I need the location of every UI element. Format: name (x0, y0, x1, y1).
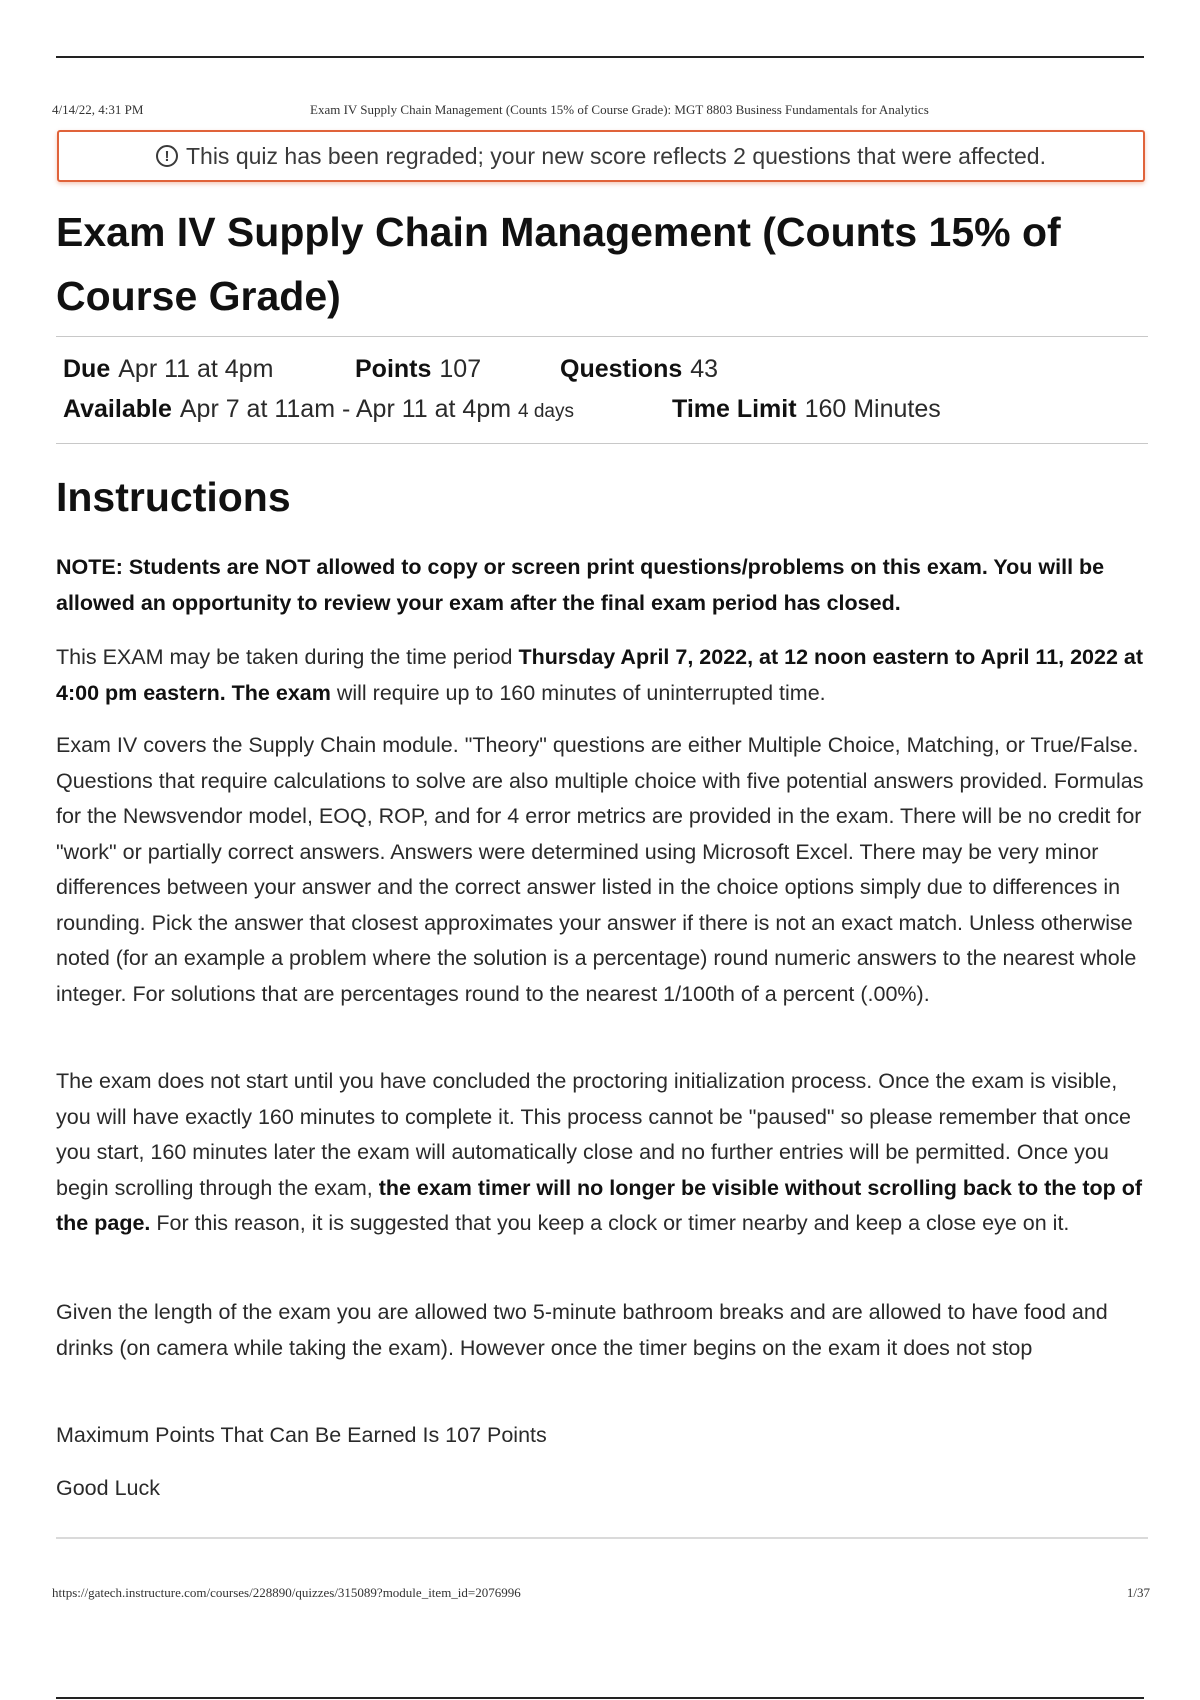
divider (56, 1537, 1148, 1539)
p3-text-c: For this reason, it is suggested that you keep a clock or timer nearby and keep a close eye on it. (150, 1211, 1070, 1235)
questions-label: Questions (560, 355, 683, 383)
print-url: https://gatech.instructure.com/courses/228890/quizzes/315089?module_item_id=2076996 (52, 1585, 521, 1600)
print-page-number: 1/37 (1126, 1585, 1150, 1600)
quiz-meta-time-limit (672, 395, 941, 424)
regrade-banner-text: This quiz has been regraded; your new score reflects 2 questions that were affected. (185, 142, 1046, 169)
print-page-title: Exam IV Supply Chain Management (Counts 15% of Course Grade): MGT 8803 Business Fundamentals for Analytics (310, 102, 929, 117)
instructions-max-points (56, 1418, 1151, 1454)
divider (56, 336, 1148, 337)
print-date: 4/14/22, 4:31 PM (52, 102, 144, 117)
instructions-heading: Instructions (56, 474, 291, 520)
instructions-coverage (56, 728, 1151, 1012)
quiz-meta-questions (560, 355, 718, 384)
p1-text-a: This EXAM may be taken during the time period (56, 645, 519, 669)
divider (56, 443, 1148, 444)
instructions-good-luck (56, 1471, 1151, 1507)
bottom-page-rule (56, 1697, 1144, 1699)
instructions-time-period (56, 640, 1151, 711)
instructions-timer (56, 1064, 1151, 1242)
time-limit-label: Time Limit (672, 395, 797, 423)
quiz-meta-available (63, 395, 574, 424)
quiz-meta-due (63, 355, 273, 384)
available-duration: 4 days (518, 401, 574, 422)
time-limit-value: 160 Minutes (804, 395, 941, 423)
points-value: 107 (439, 355, 482, 383)
note-text: NOTE: Students are NOT allowed to copy or screen print questions/problems on this exam. You will be allowed an opportunity to review your exam after the final exam period has closed. (56, 555, 1105, 615)
print-footer (52, 1585, 1150, 1601)
p4-text: Given the length of the exam you are allowed two 5-minute bathroom breaks and are allowed to have food and drinks (on camera while taking the exam). However once the timer begins on the exam it does not stop (56, 1300, 1108, 1360)
p1-text-b: Thursday April 7, 2022, at 12 noon eastern to April 11, 2022 at 4:00 pm eastern. The exam (56, 645, 1144, 705)
available-value: Apr 7 at 11am - Apr 11 at 4pm (179, 395, 512, 423)
instructions-note (56, 550, 1151, 621)
alert-circle-icon: ! (156, 145, 178, 167)
top-page-rule (56, 56, 1144, 58)
p1-text-c: will require up to 160 minutes of uninterrupted time. (330, 680, 826, 705)
questions-value: 43 (690, 355, 719, 383)
p5-text: Maximum Points That Can Be Earned Is 107 Points (56, 1423, 547, 1447)
available-label: Available (63, 395, 172, 423)
p3-text-a: The exam does not start until you have concluded the proctoring initialization process. Once the exam is visible, you will have exactly 160 minutes to complete it. This process cannot be "paused" so please remember that once you start, 160 minutes later the exam will automatically close and no further entries will be permitted. Once you begin scrolling through the exam, (56, 1069, 1131, 1200)
p2-text: Exam IV covers the Supply Chain module. "Theory" questions are either Multiple Choice, Matching, or True/False. Questions that require calculations to solve are also multiple choice with five potential answers provided. Formulas for the Newsvendor model, EOQ, ROP, and for 4 error metrics are provided in the exam. There will be no credit for "work" or partially correct answers. Answers were determined using Microsoft Excel. There may be very minor differences between your answer and the correct answer listed in the choice options simply due to differences in rounding. Pick the answer that closest approximates your answer if there is not an exact match. Unless otherwise noted (for an example a problem where the solution is a percentage) round numeric answers to the nearest whole integer. For solutions that are percentages round to the nearest 1/100th of a percent (.00%). (56, 733, 1144, 1006)
points-label: Points (355, 355, 432, 383)
regrade-banner (57, 130, 1145, 182)
due-label: Due (63, 355, 111, 383)
instructions-breaks (56, 1295, 1151, 1366)
due-value: Apr 11 at 4pm (118, 355, 274, 383)
quiz-meta-points (355, 355, 481, 384)
p3-text-b: the exam timer will no longer be visible without scrolling back to the top of the page. (56, 1175, 1143, 1235)
page-title: Exam IV Supply Chain Management (Counts 15% of Course Grade) (56, 209, 1061, 319)
p6-text: Good Luck (56, 1476, 160, 1500)
